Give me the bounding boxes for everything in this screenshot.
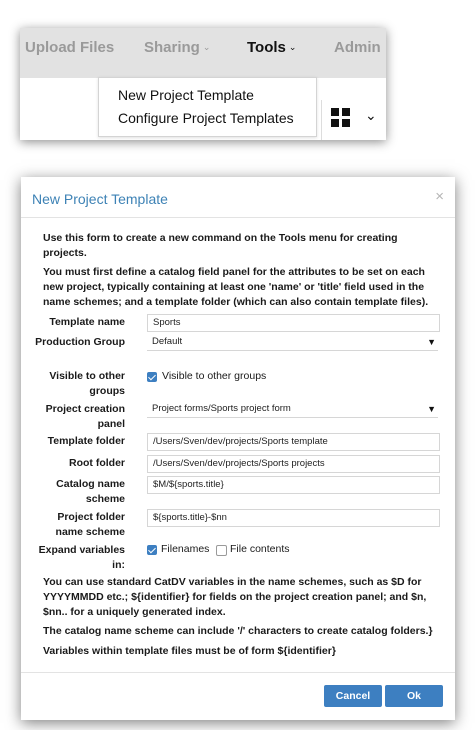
root-folder-label: Root folder [69,457,125,469]
root-folder-input[interactable]: /Users/Sven/dev/projects/Sports projects [147,455,440,473]
menu-admin-label: Admin [334,39,381,56]
project-folder-name-scheme-input[interactable]: ${sports.title}-$nn [147,509,440,527]
production-group-value: Default [152,336,183,347]
project-creation-panel-select[interactable] [147,401,438,418]
filenames-checkbox[interactable] [147,545,157,555]
menu-admin[interactable] [334,39,381,56]
template-folder-label: Template folder [47,435,125,447]
project-creation-panel-label: Project creation panel [45,403,125,430]
dialog-header-divider [21,217,455,218]
template-folder-input[interactable]: /Users/Sven/dev/projects/Sports template [147,433,440,451]
menu-upload-files-label: Upload Files [25,39,115,56]
menu-screenshot-panel [20,28,386,140]
variables-help-text: You can use standard CatDV variables in the name schemes, such as $D for YYYYMMDD etc.; ${identifier} for fields on the project creation panel; and $n, $nn.. for a uniquely generated index. [43,576,427,618]
visible-to-other-groups-checkbox[interactable] [147,372,157,382]
file-contents-checkbox-label: File contents [230,543,290,555]
menu-tools[interactable] [247,39,296,56]
close-icon[interactable]: × [435,188,444,205]
view-toggle-button[interactable] [321,100,386,140]
catalog-name-scheme-label: Catalog name scheme [56,478,125,505]
cancel-button[interactable]: Cancel [324,685,382,707]
ok-button[interactable]: Ok [385,685,443,707]
chevron-down-icon: ⌄ [202,42,211,52]
intro-text: Use this form to create a new command on the Tools menu for creating projects. [43,232,398,259]
visible-to-other-groups-checkbox-label: Visible to other groups [162,370,267,382]
expand-variables-label: Expand variables in: [38,544,125,571]
menu-tools-label: Tools [247,39,286,56]
template-files-help-text: Variables within template files must be of form ${identifier} [43,645,336,657]
menu-sharing[interactable] [144,39,210,56]
menu-sharing-label: Sharing [144,39,200,56]
new-project-template-dialog [21,177,455,720]
filenames-checkbox-label: Filenames [161,543,210,555]
dialog-footer-divider [21,672,455,673]
main-menubar [20,28,386,78]
dialog-title: New Project Template [32,191,168,207]
project-creation-panel-value: Project forms/Sports project form [152,403,291,414]
template-name-input[interactable]: Sports [147,314,440,332]
menu-item-new-project-template[interactable]: New Project Template [118,87,254,103]
grid-icon [331,108,351,128]
dropdown-arrow-icon: ▼ [427,337,436,347]
template-name-label: Template name [49,316,125,328]
chevron-down-icon: ⌄ [365,107,377,123]
catalog-name-scheme-input[interactable]: $M/${sports.title} [147,476,440,494]
menu-item-configure-project-templates[interactable]: Configure Project Templates [118,110,294,126]
visible-to-other-groups-label: Visible to other groups [49,370,125,397]
production-group-label: Production Group [35,336,125,348]
project-folder-name-scheme-label: Project folder name scheme [55,511,125,538]
production-group-select[interactable] [147,334,438,351]
chevron-down-icon: ⌄ [288,42,297,52]
tools-dropdown-menu [98,77,317,137]
catalog-folders-help-text: The catalog name scheme can include '/' characters to create catalog folders.} [43,625,433,637]
intro-requirements-text: You must first define a catalog field panel for the attributes to be set on each new project, typically containing at least one 'name' or 'title' field used in the name schemes; and a template folder (which can also contain template files). [43,266,429,308]
dropdown-arrow-icon: ▼ [427,404,436,414]
menu-upload-files[interactable] [25,39,114,56]
file-contents-checkbox[interactable] [216,545,227,556]
